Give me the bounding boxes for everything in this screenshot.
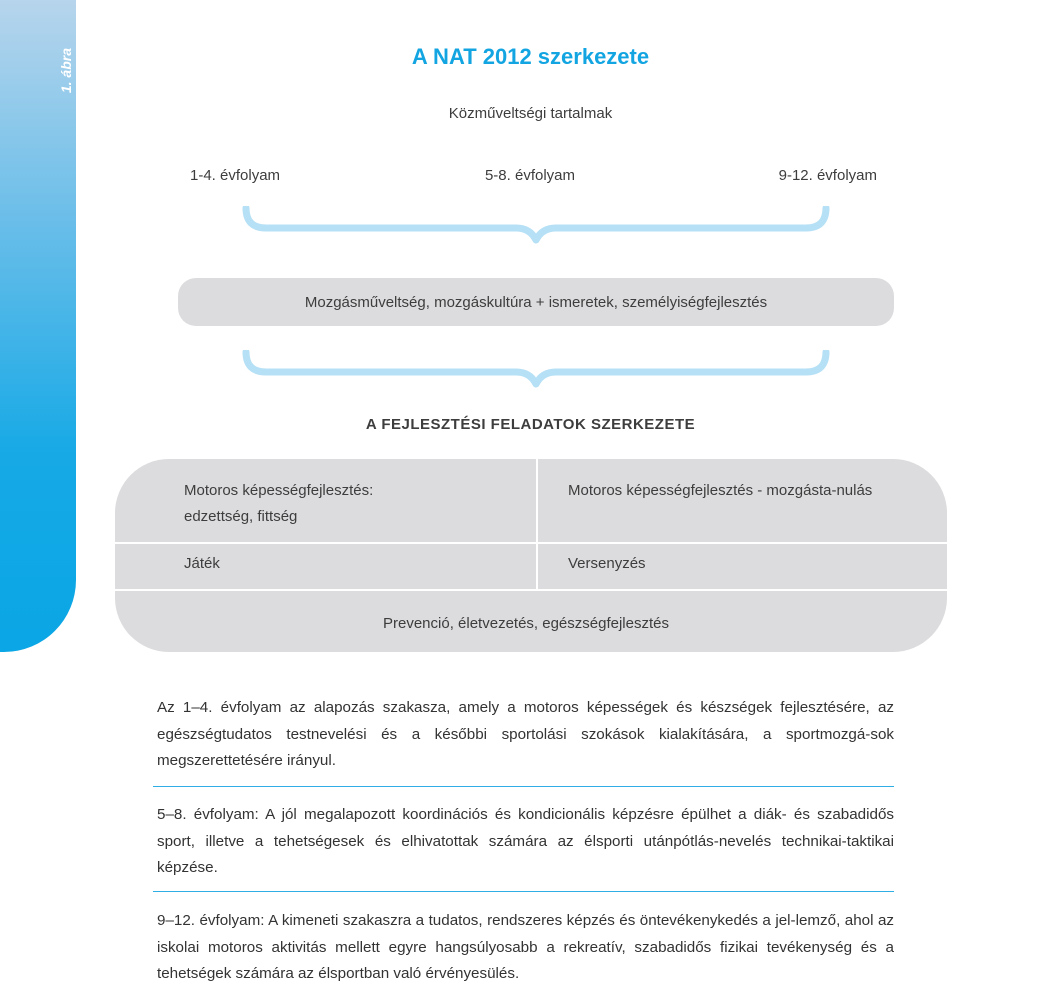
task-line: Motoros képességfejlesztés:	[184, 482, 374, 499]
task-line: edzettség, fittség	[184, 508, 298, 525]
task-cell-middle-right: Versenyzés	[568, 555, 646, 572]
grid-divider	[536, 459, 538, 591]
grade-label-5-8: 5-8. évfolyam	[484, 167, 576, 184]
diagram-subtitle: Közműveltségi tartalmak	[448, 105, 613, 122]
description-grades-9-12: 9–12. évfolyam: A kimeneti szakaszra a tudatos, rendszeres képzés és öntevékenykedés a jel-lemző, ahol az iskolai motoros aktivitás mellett egyre hangsúlyosabb a rekreatív, szabadidős fizikai tevékenység és a tehetségek számára az élsportban való érvényesülés.	[157, 912, 894, 982]
grade-label-1-4: 1-4. évfolyam	[190, 167, 281, 184]
task-cell-top-left	[184, 478, 373, 530]
tasks-heading: A FEJLESZTÉSI FELADATOK SZERKEZETE	[365, 416, 696, 433]
divider-line	[153, 891, 894, 892]
description-grades-1-4: Az 1–4. évfolyam az alapozás szakasza, amely a motoros képességek és készségek fejlesztésére, az egészségtudatos testnevelési és a későbbi sportolási szokások kialakítására, a sportmozgá-sok megszerettetésére irányul.	[157, 699, 894, 769]
grid-divider	[115, 542, 947, 544]
tasks-grid	[115, 459, 947, 652]
figure-label: 1. ábra	[58, 48, 74, 94]
core-content-box	[178, 278, 894, 326]
task-cell-top-right: Motoros képességfejlesztés - mozgásta-nulás	[568, 482, 873, 499]
task-cell-middle-left: Játék	[184, 555, 220, 572]
core-content-text: Mozgásműveltség, mozgáskultúra + ismeretek, személyiségfejlesztés	[304, 293, 768, 311]
curly-brace-icon	[240, 206, 832, 246]
description-grades-5-8: 5–8. évfolyam: A jól megalapozott koordinációs és kondicionális képzésre épülhet a diák- és szabadidős sport, illetve a tehetségesek és elhivatottak számára az élsporti utánpótlás-nevelés technikai-taktikai képzése.	[157, 806, 894, 876]
divider-line	[153, 786, 894, 787]
figure-caption	[56, 48, 96, 358]
diagram-title: A NAT 2012 szerkezete	[411, 44, 650, 69]
grade-label-9-12: 9-12. évfolyam	[778, 167, 877, 184]
sidebar-tab	[0, 0, 94, 652]
figure-caption-text: A NAT 2012 közműveltségi tartalom szerkezete	[78, 48, 94, 359]
curly-brace-icon	[240, 350, 832, 390]
grid-divider	[115, 589, 947, 591]
task-cell-bottom: Prevenció, életvezetés, egészségfejlesztés	[383, 615, 669, 632]
